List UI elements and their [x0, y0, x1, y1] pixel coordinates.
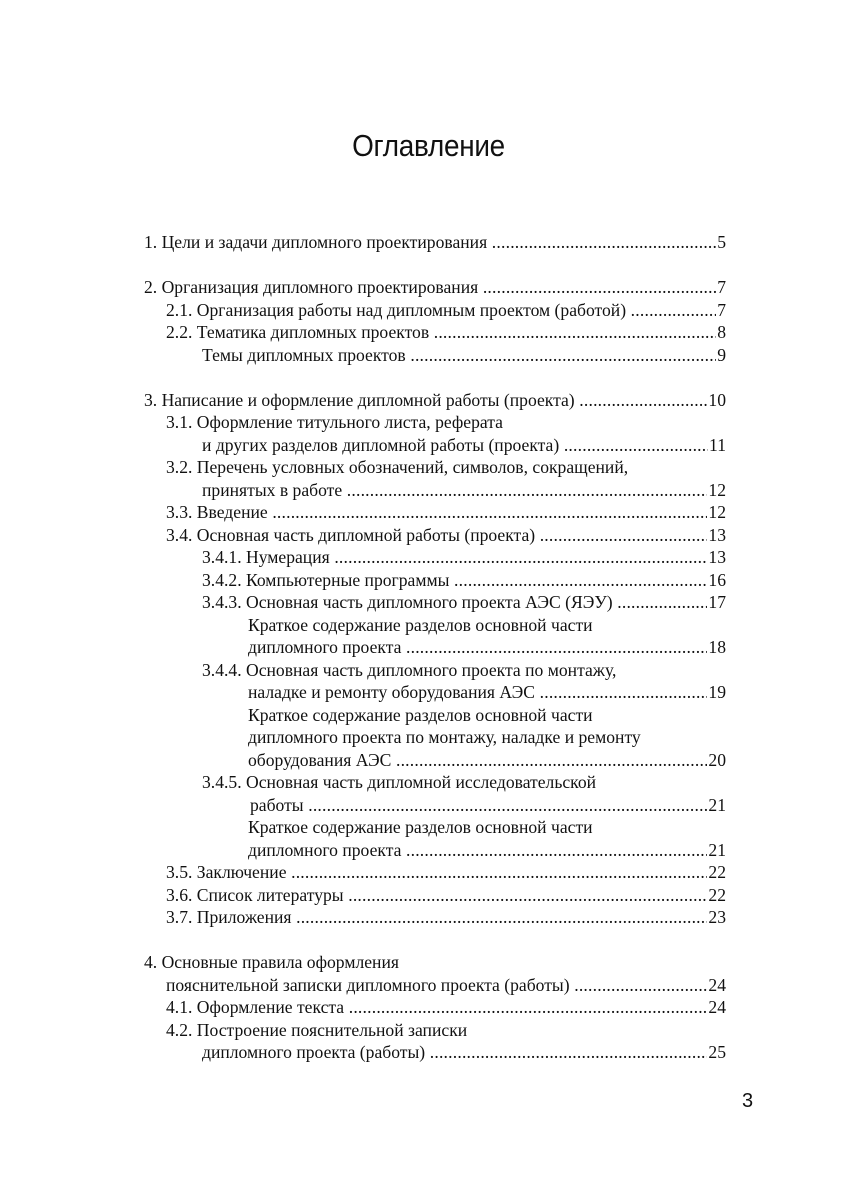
toc-entry: 3.4.5. Основная часть дипломной исследовательской	[202, 772, 597, 792]
toc-row-4-1	[0, 996, 857, 1019]
toc-row-3-4-1	[0, 546, 857, 569]
toc-page: 18	[708, 637, 726, 657]
toc-entry: 3.2. Перечень условных обозначений, символов, сокращений,	[166, 457, 629, 477]
toc-page: 5	[717, 232, 726, 252]
toc-page: 12	[708, 479, 726, 500]
toc-row-3-4-4-summary-a	[0, 704, 857, 727]
toc-row-3-4-4-b	[0, 681, 857, 704]
toc-row-3	[0, 389, 857, 412]
toc-row-2-2	[0, 321, 857, 344]
toc-entry: дипломного проекта по монтажу, наладке и ремонту	[248, 727, 641, 747]
toc-entry: 3.4.3. Основная часть дипломного проекта АЭС (ЯЭУ) .....	[202, 591, 726, 614]
toc-row-3-4-5-summary-a	[0, 816, 857, 839]
toc-entry: 3.3. Введение .....	[166, 501, 726, 524]
page-title: Оглавление	[352, 128, 505, 163]
toc-row-3-4-3	[0, 591, 857, 614]
toc-entry: 3.4. Основная часть дипломной работы (проекта) .....	[166, 524, 726, 547]
toc-entry: наладке и ремонту оборудования АЭС .....	[248, 681, 726, 704]
toc-row-3-4	[0, 524, 857, 547]
toc-page: 23	[708, 907, 726, 927]
toc-row-2-1	[0, 299, 857, 322]
toc-row-3-4-5-summary-b	[0, 839, 857, 862]
toc-row-3-4-4-summary-b	[0, 726, 857, 749]
toc-row-4-2-a	[0, 1019, 857, 1042]
toc-page: 12	[708, 502, 726, 522]
toc-entry: 3.4.4. Основная часть дипломного проекта по монтажу,	[202, 659, 617, 680]
toc-entry: 2. Организация дипломного проектирования .....	[144, 276, 726, 299]
toc-row-3-4-3-summary-b	[0, 636, 857, 659]
toc-row-4-a	[0, 951, 857, 974]
toc-page: 7	[717, 277, 726, 297]
toc-row-3-4-2	[0, 569, 857, 592]
toc-entry: 4.1. Оформление текста .....	[166, 996, 726, 1019]
toc-page: 22	[708, 884, 726, 905]
toc-page: 13	[708, 547, 726, 567]
toc-entry: Краткое содержание разделов основной части	[248, 817, 593, 837]
toc-page: 22	[708, 862, 726, 882]
toc-entry: 2.2. Тематика дипломных проектов .....	[166, 321, 726, 344]
toc-entry: 3.7. Приложения .....	[166, 906, 726, 929]
toc-entry: Краткое содержание разделов основной части	[248, 704, 593, 725]
toc-page: 8	[717, 322, 726, 342]
toc-entry: 3.4.2. Компьютерные программы .....	[202, 569, 726, 592]
toc-row-2-2-themes	[0, 344, 857, 367]
page-number: 3	[742, 1090, 754, 1112]
toc-row-1	[0, 231, 857, 254]
toc-entry: Краткое содержание разделов основной части	[248, 614, 593, 635]
toc-row-3-2-a	[0, 456, 857, 479]
toc-row-3-6	[0, 884, 857, 907]
toc-page: 21	[708, 839, 726, 860]
toc-row-3-1-b	[0, 434, 857, 457]
toc-entry: 3.4.1. Нумерация .....	[202, 546, 726, 569]
toc-entry: дипломного проекта (работы) .....	[202, 1041, 726, 1064]
toc-page: 11	[709, 434, 726, 455]
toc-entry: 3.5. Заключение .....	[166, 861, 726, 884]
toc-entry: 3.1. Оформление титульного листа, реферата	[166, 412, 503, 432]
toc-entry: 4. Основные правила оформления	[144, 952, 399, 972]
toc-entry: оборудования АЭС .....	[248, 749, 726, 772]
toc-row-3-3	[0, 501, 857, 524]
table-of-contents	[0, 231, 857, 1064]
toc-page: 21	[708, 794, 726, 815]
toc-row-3-2-b	[0, 479, 857, 502]
toc-entry: и других разделов дипломной работы (проекта) .....	[202, 434, 726, 457]
toc-page: 24	[708, 974, 726, 995]
toc-page: 25	[708, 1042, 726, 1062]
toc-row-3-7	[0, 906, 857, 929]
toc-page: 10	[708, 389, 726, 410]
toc-page: 19	[708, 682, 726, 702]
toc-entry: 2.1. Организация работы над дипломным проектом (работой) .....	[166, 299, 726, 322]
toc-entry: 3. Написание и оформление дипломной работы (проекта) .....	[144, 389, 726, 412]
toc-entry: 3.6. Список литературы .....	[166, 884, 726, 907]
toc-row-2	[0, 276, 857, 299]
toc-entry: 4.2. Построение пояснительной записки	[166, 1019, 468, 1040]
toc-row-3-4-5-b	[0, 794, 857, 817]
toc-entry: работы .....	[250, 794, 726, 817]
toc-page: 13	[708, 524, 726, 545]
toc-entry: принятых в работе .....	[202, 479, 726, 502]
toc-entry: 1. Цели и задачи дипломного проектирования .....	[144, 231, 726, 254]
toc-entry: дипломного проекта .....	[248, 636, 726, 659]
toc-row-4-b	[0, 974, 857, 997]
toc-row-3-4-3-summary-a	[0, 614, 857, 637]
toc-entry: дипломного проекта .....	[248, 839, 726, 862]
toc-page: 20	[708, 749, 726, 770]
toc-page: 9	[717, 344, 726, 365]
toc-page: 24	[708, 997, 726, 1017]
toc-row-3-4-5-a	[0, 771, 857, 794]
toc-row-3-5	[0, 861, 857, 884]
toc-row-3-1-a	[0, 411, 857, 434]
toc-row-3-4-4-summary-c	[0, 749, 857, 772]
toc-row-4-2-b	[0, 1041, 857, 1064]
toc-entry: Темы дипломных проектов .....	[202, 344, 726, 367]
toc-row-3-4-4-a	[0, 659, 857, 682]
toc-page: 7	[717, 299, 726, 320]
toc-entry: пояснительной записки дипломного проекта (работы) .....	[166, 974, 726, 997]
toc-page: 16	[708, 569, 726, 590]
toc-page: 17	[708, 592, 726, 612]
